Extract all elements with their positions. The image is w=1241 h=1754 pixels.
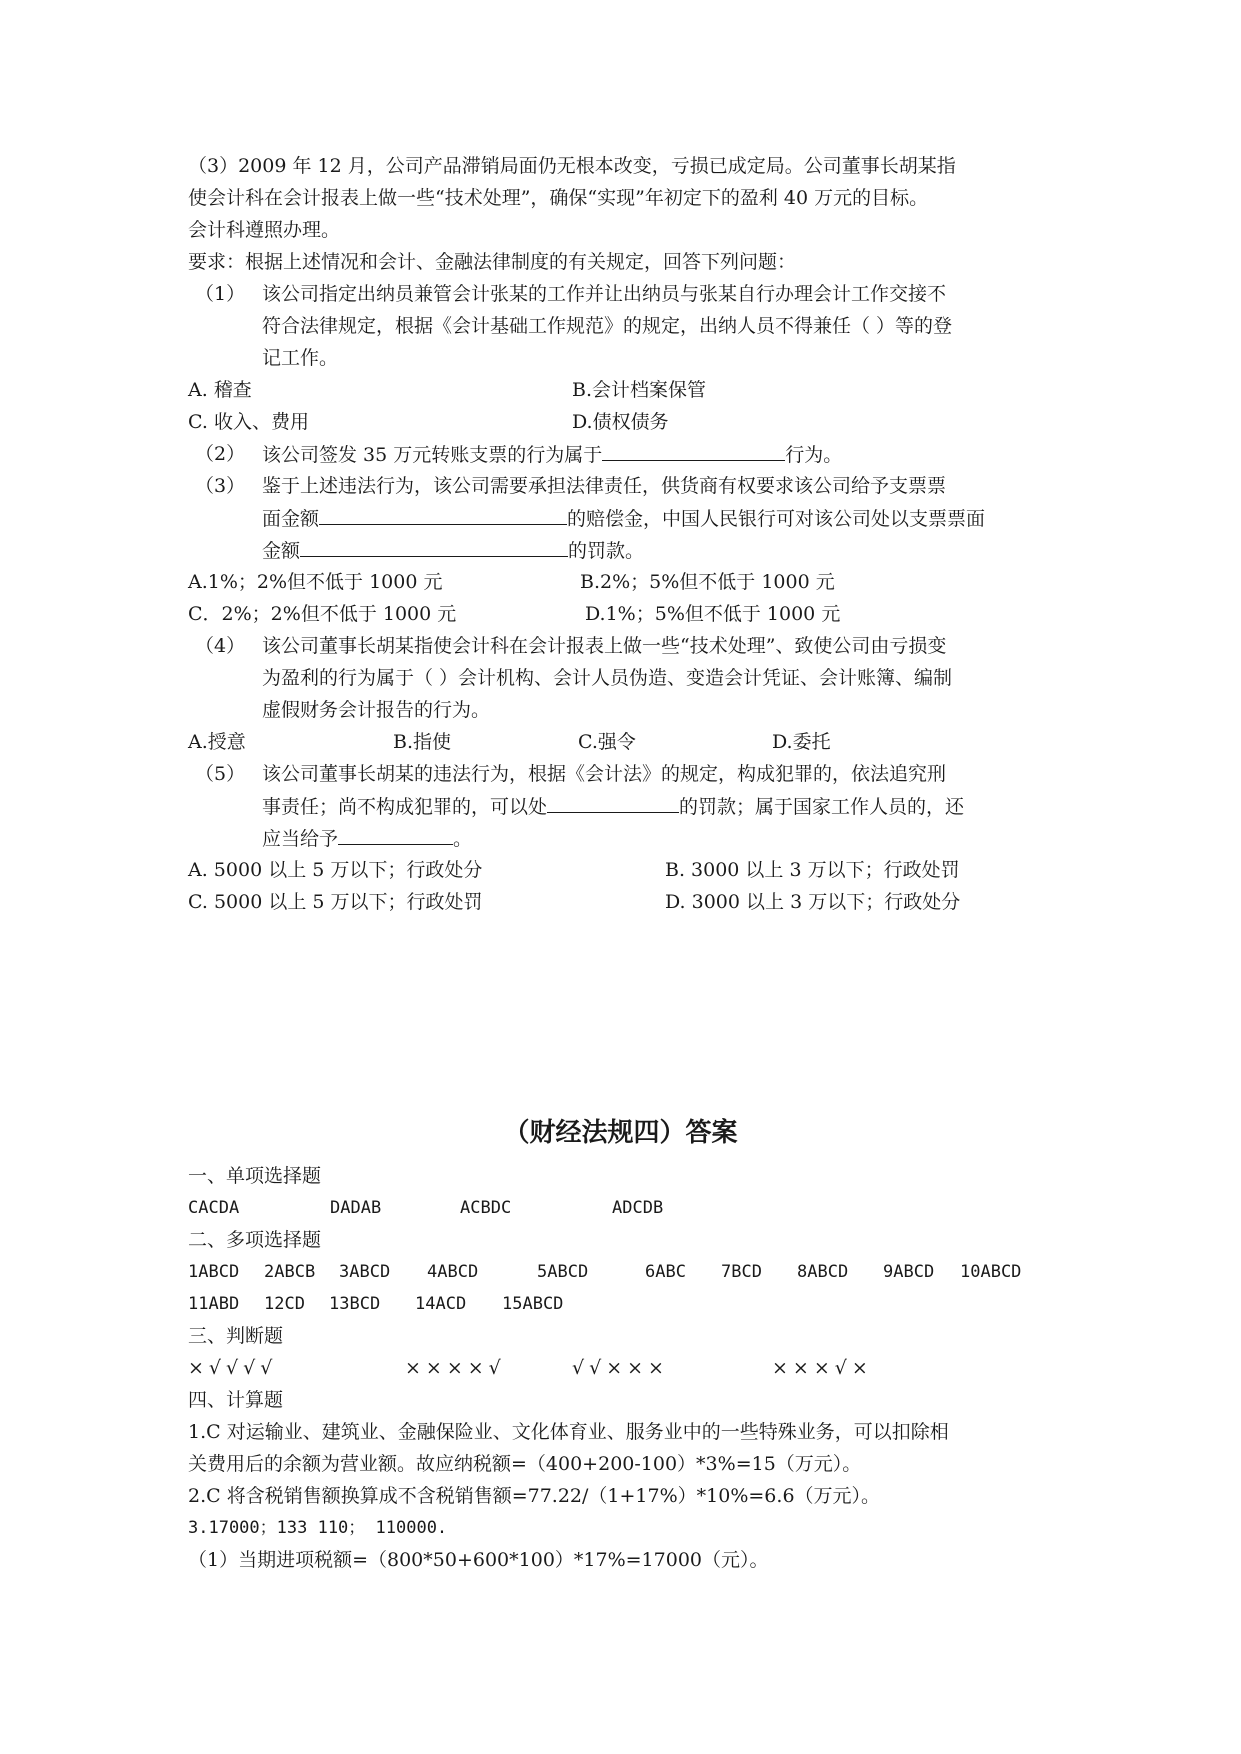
judgment-answer-group: ××××√: [405, 1357, 506, 1379]
judgment-answer-group: √√×××: [572, 1357, 669, 1379]
q2-text-after: 行为。: [785, 444, 843, 466]
q3-blank-1: [319, 502, 567, 525]
judgment-answer-group: ×××√×: [772, 1357, 873, 1379]
q4-line-1: 该公司董事长胡某指使会计科在会计报表上做一些“技术处理”、致使公司由亏损变: [262, 635, 947, 657]
q5-option-a: A. 5000 以上 5 万以下；行政处分: [188, 859, 483, 881]
intro-line-2: 使会计科在会计报表上做一些“技术处理”，确保“实现”年初定下的盈利 40 万元的目标。: [188, 187, 929, 209]
intro-line-1: （3）2009 年 12 月，公司产品滞销局面仍无根本改变，亏损已成定局。公司董事长胡某指: [188, 155, 956, 177]
q5-line-2: [262, 790, 964, 822]
multi-answer: 1ABCD: [188, 1262, 240, 1282]
q3-line-2: [262, 502, 985, 534]
section-true-false: 三、判断题: [188, 1325, 284, 1347]
q1-line-1: 该公司指定出纳员兼管会计张某的工作并让出纳员与张某自行办理会计工作交接不: [262, 283, 947, 305]
multi-answer: 10ABCD: [960, 1262, 1022, 1282]
q5-line-2-after: 的罚款；属于国家工作人员的，还: [679, 796, 965, 818]
q3-line-1: 鉴于上述违法行为，该公司需要承担法律责任，供货商有权要求该公司给予支票票: [262, 475, 947, 497]
multi-answer: 11ABD: [188, 1294, 240, 1314]
multi-answer: 14ACD: [415, 1294, 467, 1314]
single-answer-group: CACDA: [188, 1198, 240, 1218]
q1-option-c: C. 收入、费用: [188, 411, 309, 433]
multi-answer: 6ABC: [645, 1262, 686, 1282]
q5-number: （5）: [195, 763, 246, 785]
q5-line-3: [262, 822, 472, 854]
calc-1-line-1: 1.C 对运输业、建筑业、金融保险业、文化体育业、服务业中的一些特殊业务，可以扣除相: [188, 1421, 949, 1443]
section-calculation: 四、计算题: [188, 1389, 284, 1411]
q4-option-c: C.强令: [578, 731, 636, 753]
multi-answer: 12CD: [264, 1294, 305, 1314]
single-answer-group: ACBDC: [460, 1198, 512, 1218]
q5-option-c: C. 5000 以上 5 万以下；行政处罚: [188, 891, 483, 913]
q3-option-b: B.2%；5%但不低于 1000 元: [580, 571, 835, 593]
single-answer-group: ADCDB: [612, 1198, 664, 1218]
q3-number: （3）: [195, 475, 246, 497]
q5-line-1: 该公司董事长胡某的违法行为，根据《会计法》的规定，构成犯罪的，依法追究刑: [262, 763, 947, 785]
q4-line-2: 为盈利的行为属于（ ）会计机构、会计人员伪造、变造会计凭证、会计账簿、编制: [262, 667, 953, 689]
multi-answer: 13BCD: [329, 1294, 381, 1314]
q3-option-c: C．2%；2%但不低于 1000 元: [188, 603, 457, 625]
q5-line-3-after: 。: [453, 828, 473, 850]
q5-blank-1: [547, 790, 679, 813]
judgment-answer-group: ×√√√√: [188, 1357, 278, 1379]
requirement-line: 要求：根据上述情况和会计、金融法律制度的有关规定，回答下列问题：: [188, 251, 797, 273]
q4-number: （4）: [195, 635, 246, 657]
multi-answer: 3ABCD: [339, 1262, 391, 1282]
calc-1-line-2: 关费用后的余额为营业额。故应纳税额=（400+200-100）*3%=15（万元）。: [188, 1453, 862, 1475]
answers-title: （财经法规四）答案: [503, 1118, 738, 1148]
q5-option-b: B. 3000 以上 3 万以下；行政处罚: [665, 859, 960, 881]
q3-option-d: D.1%；5%但不低于 1000 元: [585, 603, 841, 625]
q5-line-3-before: 应当给予: [262, 828, 339, 850]
q1-number: （1）: [195, 283, 246, 305]
q3-option-a: A.1%；2%但不低于 1000 元: [188, 571, 443, 593]
multi-answer: 5ABCD: [537, 1262, 589, 1282]
q2-number: （2）: [195, 443, 246, 465]
section-single-choice: 一、单项选择题: [188, 1165, 322, 1187]
q5-option-d: D. 3000 以上 3 万以下；行政处分: [665, 891, 961, 913]
section-multiple-choice: 二、多项选择题: [188, 1229, 322, 1251]
q5-blank-2: [338, 822, 453, 845]
calc-3: 3.17000；133 110； 110000.: [188, 1518, 448, 1538]
q1-option-d: D.债权债务: [572, 411, 669, 433]
q1-line-3: 记工作。: [262, 347, 339, 369]
q5-line-2-before: 事责任；尚不构成犯罪的，可以处: [262, 796, 548, 818]
q4-line-3: 虚假财务会计报告的行为。: [262, 699, 491, 721]
q1-option-a: A. 稽查: [188, 379, 252, 401]
q3-line-3-before: 金额: [262, 540, 301, 562]
q3-line-3-after: 的罚款。: [568, 540, 645, 562]
multi-answer: 7BCD: [721, 1262, 762, 1282]
multi-answer: 4ABCD: [427, 1262, 479, 1282]
q3-blank-2: [300, 534, 568, 557]
q2-line: [262, 438, 842, 470]
multi-answer: 8ABCD: [797, 1262, 849, 1282]
q2-blank: [602, 438, 785, 461]
multi-answer: 15ABCD: [502, 1294, 564, 1314]
q3-line-3: [262, 534, 644, 566]
single-answer-group: DADAB: [330, 1198, 382, 1218]
intro-line-3: 会计科遵照办理。: [188, 219, 341, 241]
q4-option-a: A.授意: [188, 731, 246, 753]
calc-3-sub-1: （1）当期进项税额=（800*50+600*100）*17%=17000（元）。: [188, 1549, 769, 1571]
multi-answer: 2ABCB: [264, 1262, 316, 1282]
q3-line-2-before: 面金额: [262, 508, 320, 530]
q1-line-2: 符合法律规定，根据《会计基础工作规范》的规定，出纳人员不得兼任（ ）等的登: [262, 315, 953, 337]
q4-option-d: D.委托: [772, 731, 831, 753]
q2-text-before: 该公司签发 35 万元转账支票的行为属于: [262, 444, 603, 466]
calc-2: 2.C 将含税销售额换算成不含税销售额=77.22/（1+17%）*10%=6.6（万元）。: [188, 1485, 881, 1507]
q1-option-b: B.会计档案保管: [572, 379, 707, 401]
q4-option-b: B.指使: [393, 731, 452, 753]
multi-answer: 9ABCD: [883, 1262, 935, 1282]
q3-line-2-after: 的赔偿金，中国人民银行可对该公司处以支票票面: [567, 508, 986, 530]
